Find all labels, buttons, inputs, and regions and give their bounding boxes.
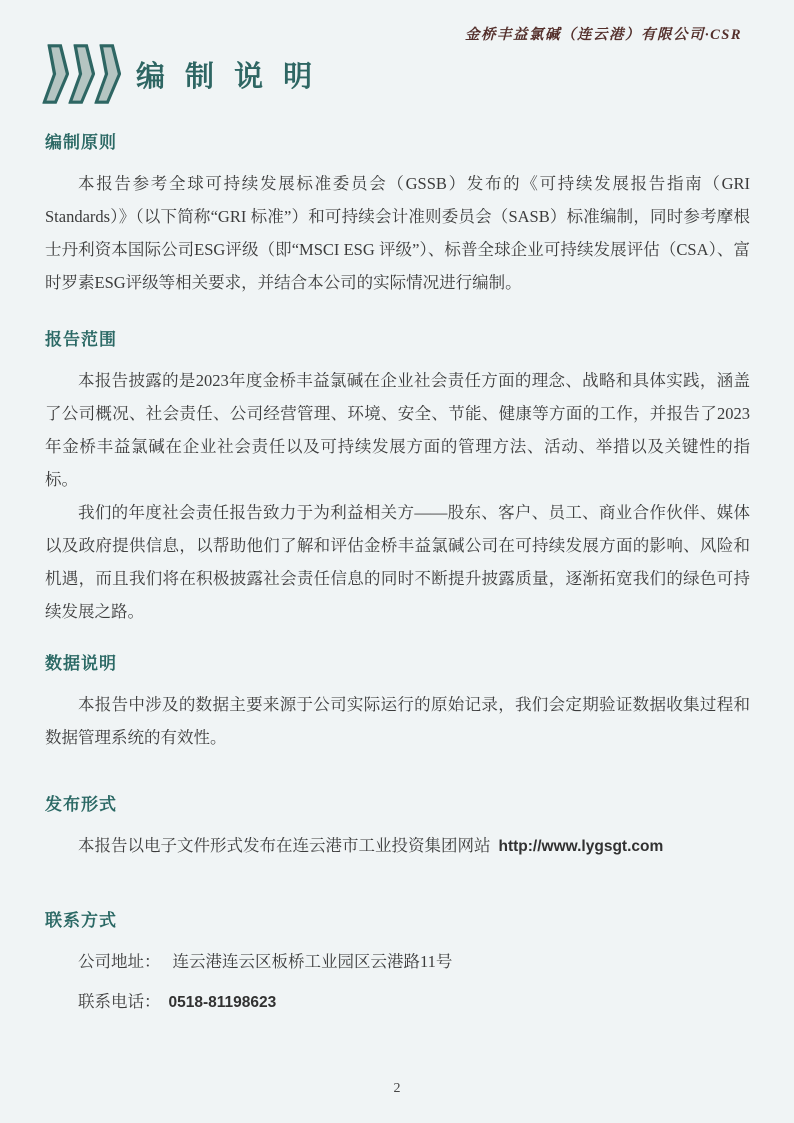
- section-publish: [45, 790, 750, 863]
- paragraph: 我们的年度社会责任报告致力于为利益相关方——股东、客户、员工、商业合作伙伴、媒体以及政府提供信息，以帮助他们了解和评估金桥丰益氯碱公司在可持续发展方面的影响、风险和机遇，而且我们将在积极披露社会责任信息的同时不断提升披露质量，逐渐拓宽我们的绿色可持续发展之路。: [45, 503, 750, 621]
- page-content: [45, 128, 750, 1026]
- page-title: 编 制 说 明: [136, 60, 319, 93]
- triple-chevron-icon: [42, 44, 123, 104]
- contact-phone-line: [45, 985, 750, 1019]
- address-label: 公司地址：: [78, 952, 161, 971]
- paragraph: 本报告披露的是2023年度金桥丰益氯碱在企业社会责任方面的理念、战略和具体实践，涵盖了公司概况、社会责任、公司经营管理、环境、安全、节能、健康等方面的工作，并报告了2023 年金桥丰益氯碱在企业社会责任以及可持续发展方面的管理方法、活动、举措以及关键性的指标。: [45, 371, 750, 489]
- chevron-icon: [94, 44, 123, 104]
- section-contact: [45, 906, 750, 1019]
- paragraph: 本报告中涉及的数据主要来源于公司实际运行的原始记录，我们会定期验证数据收集过程和数据管理系统的有效性。: [45, 695, 750, 747]
- section-heading-scope: 报告范围: [45, 330, 117, 349]
- paragraph: [45, 829, 750, 863]
- contact-address-line: [45, 945, 750, 978]
- section-principles: [45, 128, 750, 299]
- section-scope: [45, 325, 750, 628]
- section-data-note: [45, 649, 750, 754]
- phone-value: 0518-81198623: [168, 994, 277, 1011]
- chevron-icon: [68, 44, 97, 104]
- address-value: 连云港连云区板桥工业园区云港路11号: [172, 952, 453, 971]
- website-url[interactable]: http://www.lygsgt.com: [498, 838, 664, 855]
- section-heading-publish: 发布形式: [45, 795, 117, 814]
- section-heading-principles: 编制原则: [45, 133, 117, 152]
- phone-label: 联系电话：: [78, 992, 161, 1011]
- chevron-icon: [42, 44, 71, 104]
- section-heading-contact: 联系方式: [45, 911, 117, 930]
- running-header-company: 金桥丰益氯碱（连云港）有限公司·CSR: [464, 27, 742, 43]
- publish-text: 本报告以电子文件形式发布在连云港市工业投资集团网站: [78, 836, 491, 855]
- paragraph: 本报告参考全球可持续发展标准委员会（GSSB）发布的《可持续发展报告指南（GRI Standards）》（以下简称“GRI 标准”）和可持续会计准则委员会（SASB）标准编制，同时参考摩根士丹利资本国际公司ESG评级（即“MSCI ESG 评级”）、标普全球企业可持续发展评估（CSA）、富时罗素ESG评级等相关要求，并结合本公司的实际情况进行编制。: [45, 174, 750, 292]
- page-number: 2: [393, 1081, 401, 1096]
- chapter-banner: [45, 44, 318, 104]
- section-heading-data-note: 数据说明: [45, 654, 117, 673]
